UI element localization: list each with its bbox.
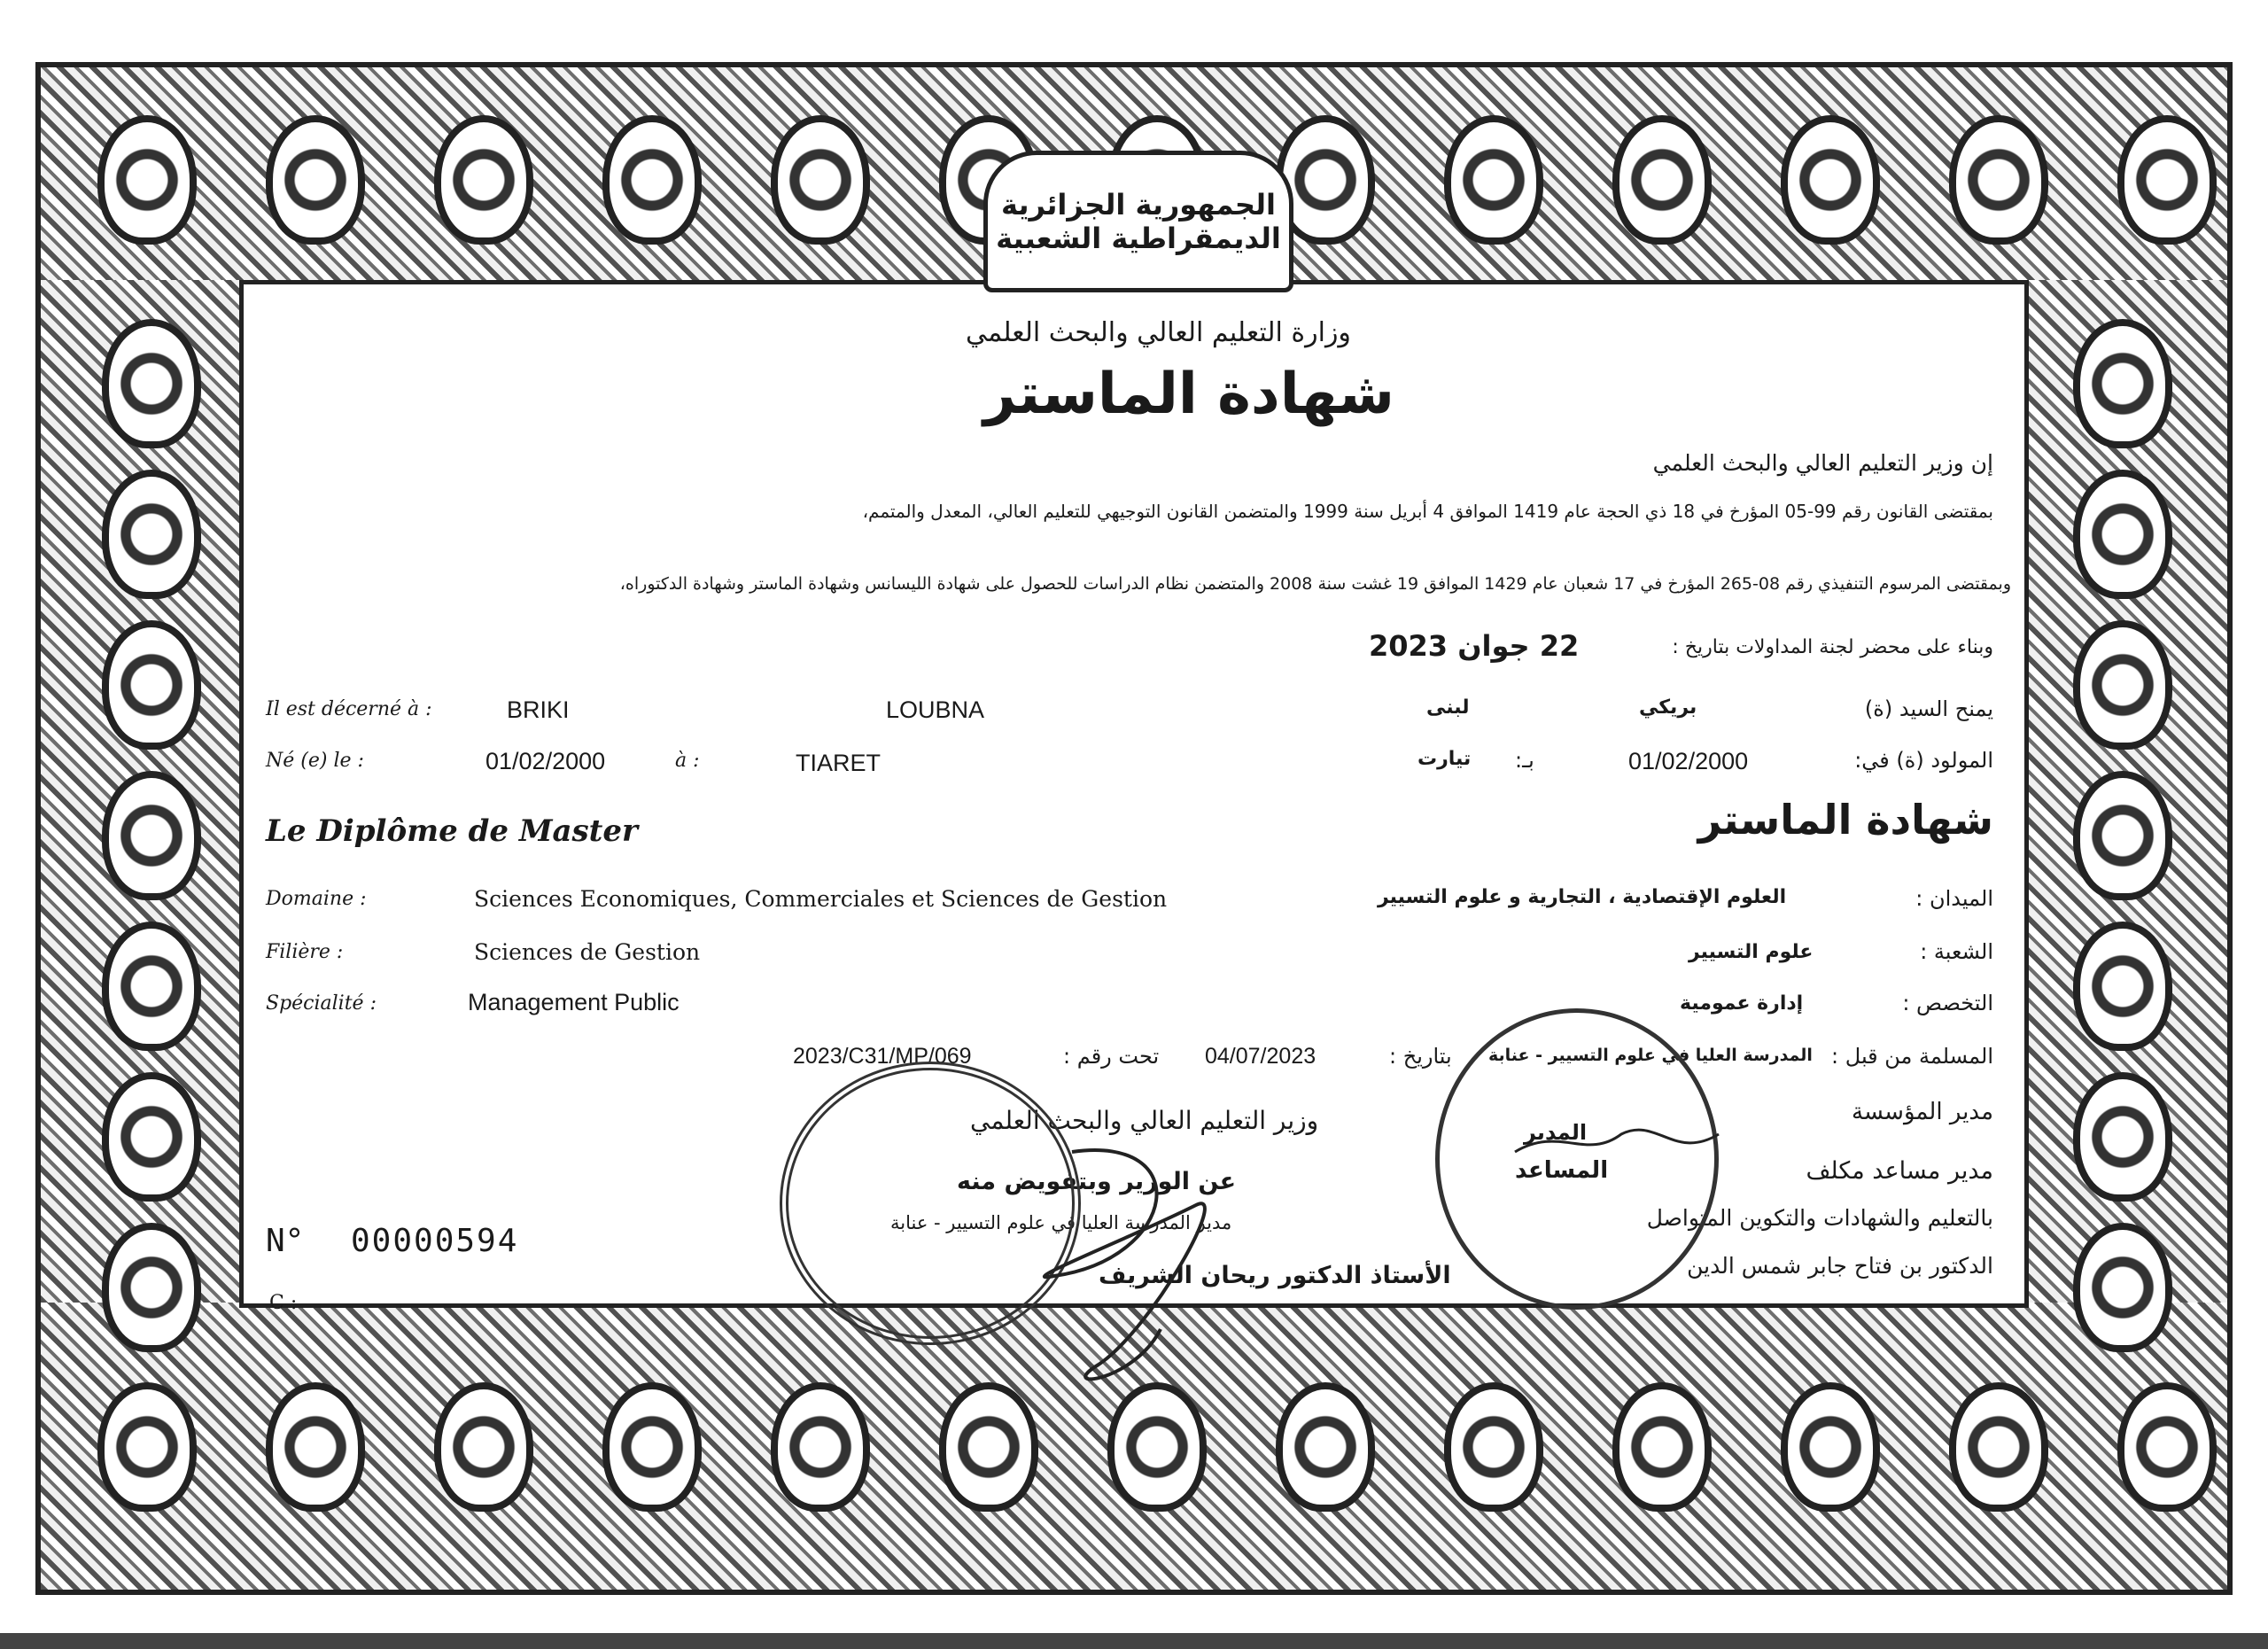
- ornament-motif: [602, 1382, 702, 1512]
- ornament-motif: [102, 1223, 201, 1352]
- ornament-motif: [266, 115, 365, 245]
- republic-line1: الجمهورية الجزائرية: [1001, 188, 1276, 222]
- ornament-motif: [102, 470, 201, 599]
- stamp-subtitle: المساعد: [1515, 1157, 1609, 1184]
- republic-cartouche: [983, 151, 1293, 292]
- birth-date: 01/02/2000: [485, 748, 606, 774]
- issuance-number: 2023/C31/MP/069: [793, 1044, 972, 1069]
- field-value-ar: علوم التسيير: [1689, 941, 1814, 963]
- birth-at-fr: à :: [675, 750, 700, 772]
- signature-scribble-director: [1506, 1108, 1736, 1178]
- issuance-date: 04/07/2023: [1205, 1044, 1317, 1069]
- deliberation-date: 22 جوان 2023: [1369, 629, 1580, 663]
- doctor-name: الدكتور بن فتاح جابر شمس الدين: [1687, 1253, 1993, 1279]
- assistant-director-title: مدير مساعد مكلف: [1806, 1157, 1993, 1185]
- field-value-fr: Sciences Economiques, Commerciales et Sciences de Gestion: [474, 886, 1168, 912]
- serial-label: N°: [266, 1223, 305, 1259]
- ornament-motif: [1107, 1382, 1207, 1512]
- ornament-motif: [1949, 1382, 2048, 1512]
- ornament-motif: [771, 115, 870, 245]
- ornament-motif: [434, 115, 533, 245]
- field-value-fr: Management Public: [468, 989, 680, 1015]
- institution-director-title: مدير المؤسسة: [1852, 1099, 1993, 1125]
- ornament-motif: [1949, 115, 2048, 245]
- ornament-motif: [1276, 1382, 1375, 1512]
- field-value-ar: العلوم الإقتصادية ، التجارية و علوم التسيير: [1378, 886, 1787, 908]
- serial-number: 00000594: [351, 1223, 519, 1259]
- birth-date-ar: 01/02/2000: [1628, 748, 1749, 774]
- birth-label-fr: Né (e) le :: [266, 750, 364, 772]
- ornament-motif: [771, 1382, 870, 1512]
- ornament-motif: [2073, 771, 2172, 900]
- field-value-ar: إدارة عمومية: [1680, 992, 1804, 1015]
- ornament-motif: [97, 1382, 197, 1512]
- school-director-title: مدير المدرسة العليا في علوم التسيير - عنابة: [890, 1212, 1232, 1233]
- signature-scribble: [1019, 1099, 1249, 1400]
- diploma-title-fr: Le Diplôme de Master: [266, 813, 638, 849]
- ornament-motif: [102, 620, 201, 750]
- ornament-motif: [2117, 1382, 2217, 1512]
- certificate-title: شهادة الماستر: [983, 362, 1394, 427]
- ornament-motif: [97, 115, 197, 245]
- ornament-motif: [102, 922, 201, 1051]
- ornament-motif: [939, 1382, 1038, 1512]
- deliberation-label: وبناء على محضر لجنة المداولات بتاريخ :: [1672, 636, 1993, 658]
- recipient-label-fr: Il est décerné à :: [266, 698, 432, 720]
- recipient-first-name-ar: لبنى: [1426, 696, 1470, 719]
- ornament-motif: [1612, 1382, 1712, 1512]
- ornament-motif: [266, 1382, 365, 1512]
- field-value-fr: Sciences de Gestion: [474, 939, 701, 965]
- serial-c-label: C :: [269, 1292, 298, 1314]
- field-label-fr: Filière :: [266, 941, 344, 963]
- issuance-date-label: بتاريخ :: [1389, 1044, 1452, 1069]
- field-label-fr: Domaine :: [266, 888, 367, 910]
- recipient-last-name-ar: بريكي: [1639, 696, 1697, 719]
- ornament-motif: [2073, 1223, 2172, 1352]
- preamble-line2: بمقتضى القانون رقم 99-05 المؤرخ في 18 ذي الحجة عام 1419 الموافق 4 أبريل سنة 1999 والمتضمن القانون التوجيهي للتعليم العالي، المعدل والمتمم،: [862, 501, 1993, 522]
- scan-edge: [0, 1633, 2268, 1649]
- preamble-line1: إن وزير التعليم العالي والبحث العلمي: [1652, 450, 1993, 476]
- ornament-motif: [102, 1072, 201, 1202]
- ornament-motif: [434, 1382, 533, 1512]
- issuance-number-label: تحت رقم :: [1063, 1044, 1160, 1069]
- ornament-motif: [2073, 620, 2172, 750]
- delegation-text: عن الوزير وبتفويض منه: [957, 1168, 1237, 1195]
- professor-name: الأستاذ الدكتور ريحان الشريف: [1099, 1262, 1451, 1289]
- ornament-motif: [2073, 922, 2172, 1051]
- field-label-ar: الميدان :: [1915, 886, 1993, 911]
- ornament-motif: [602, 115, 702, 245]
- ornament-motif: [1444, 1382, 1543, 1512]
- stamp-title: المدير: [1524, 1120, 1588, 1145]
- field-label-ar: الشعبة :: [1920, 939, 1993, 964]
- republic-line2: الديمقراطية الشعبية: [996, 222, 1281, 255]
- ornament-motif: [102, 771, 201, 900]
- birth-place-ar: تيارت: [1418, 748, 1472, 770]
- birth-at-ar: بـ:: [1515, 748, 1534, 773]
- ornament-motif: [2117, 115, 2217, 245]
- birth-place: TIARET: [796, 750, 882, 776]
- preamble-line3: وبمقتضى المرسوم التنفيذي رقم 08-265 المؤرخ في 17 شعبان عام 1429 الموافق 19 غشت سنة 2008 والمتضمن نظام الدراسات للحصول على شهادة الليسانس وشهادة الماستر وشهادة الدكتوراه،: [619, 574, 2011, 594]
- ornament-motif: [1612, 115, 1712, 245]
- ornament-motif: [1781, 115, 1880, 245]
- field-label-fr: Spécialité :: [266, 992, 377, 1015]
- minister-title: وزير التعليم العالي والبحث العلمي: [970, 1106, 1319, 1135]
- ornament-motif: [1444, 115, 1543, 245]
- ministry-title: وزارة التعليم العالي والبحث العلمي: [966, 317, 1351, 348]
- recipient-last-name: BRIKI: [507, 696, 570, 723]
- birth-label-ar: المولود (ة) في:: [1854, 748, 1993, 773]
- ornament-motif: [102, 319, 201, 448]
- issuance-label: المسلمة من قبل :: [1831, 1044, 1993, 1069]
- recipient-label-ar: يمنح السيد (ة): [1864, 696, 1993, 721]
- recipient-first-name: LOUBNA: [886, 696, 985, 723]
- issuance-institution: المدرسة العليا في علوم التسيير - عنابة: [1488, 1046, 1813, 1065]
- ornament-motif: [2073, 319, 2172, 448]
- diploma-title-ar: شهادة الماستر: [1697, 796, 1993, 844]
- ornament-motif: [1781, 1382, 1880, 1512]
- field-label-ar: التخصص :: [1902, 991, 1993, 1015]
- ornament-motif: [2073, 1072, 2172, 1202]
- assistant-director-scope: بالتعليم والشهادات والتكوين المتواصل: [1646, 1205, 1993, 1231]
- ornament-motif: [2073, 470, 2172, 599]
